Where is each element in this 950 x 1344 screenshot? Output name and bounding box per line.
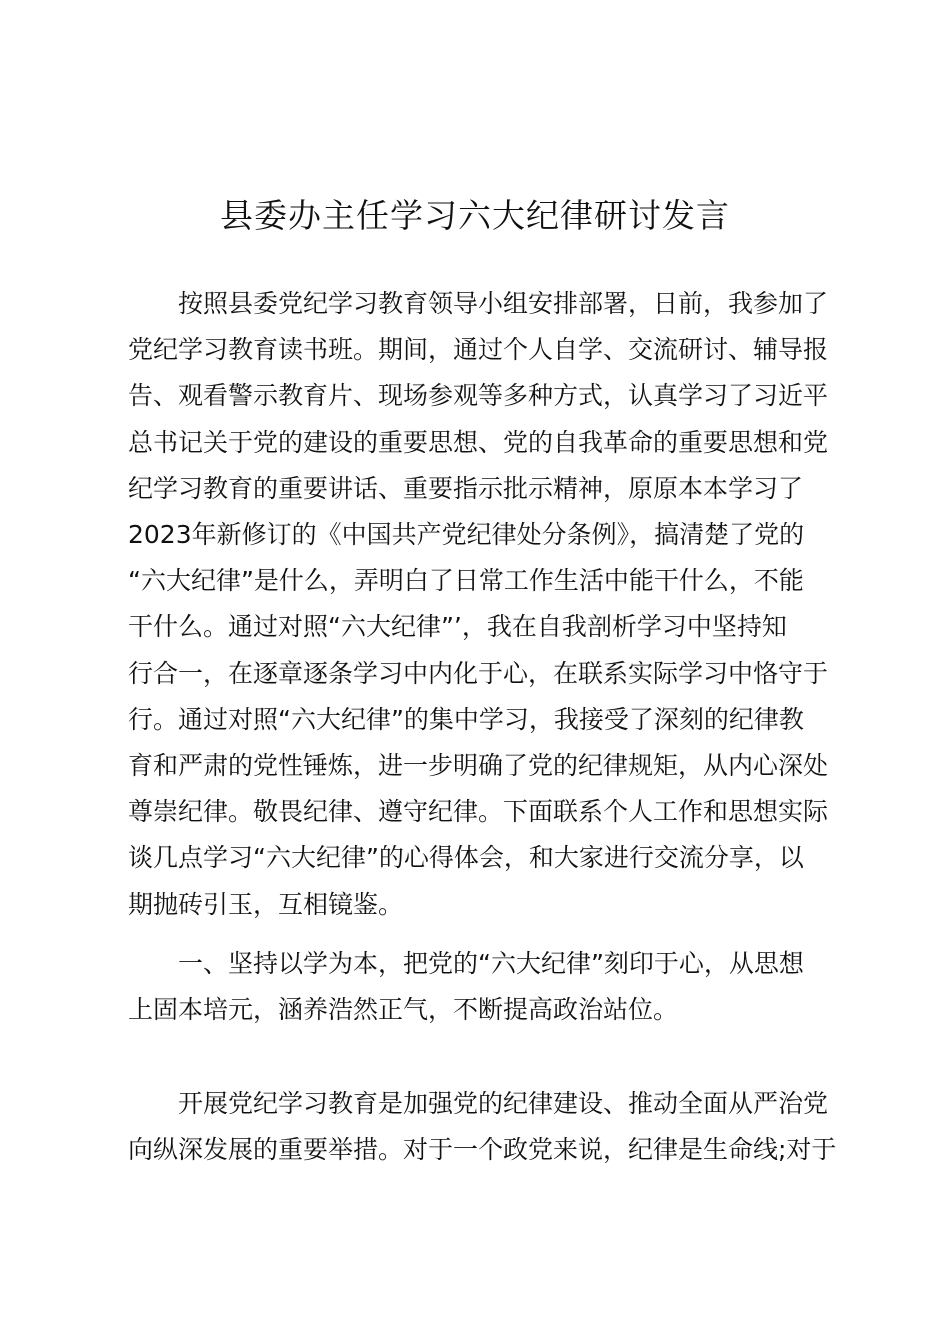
section-heading-one	[128, 941, 850, 1033]
text-line: 2023年新修订的《中国共产党纪律处分条例》，搞清楚了党的	[128, 520, 805, 550]
text-line: 党纪学习教育读书班。期间，通过个人自学、交流研讨、辅导报	[128, 335, 829, 365]
text-line: 总书记关于党的建设的重要思想、党的自我革命的重要思想和党	[128, 427, 829, 457]
text-line: 行。通过对照“六大纪律”的集中学习，我接受了深刻的纪律教	[128, 704, 804, 734]
text-line: 上固本培元，涵养浩然正气，不断提高政治站位。	[128, 995, 679, 1025]
paragraph-section-one	[128, 1081, 850, 1173]
text-line: 一、坚持以学为本，把党的“六大纪律”刻印于心，从思想	[178, 949, 804, 978]
text-line: 按照县委党纪学习教育领导小组安排部署，日前，我参加了	[178, 289, 829, 318]
text-line: 向纵深发展的重要举措。对于一个政党来说，纪律是生命线;对于	[128, 1135, 837, 1165]
paragraph-section-one-text	[128, 1081, 850, 1173]
section-heading-text	[128, 941, 850, 1033]
document-title: 县委办主任学习六大纪律研讨发言	[220, 196, 730, 235]
text-line: 行合一，在逐章逐条学习中内化于心，在联系实际学习中恪守于	[128, 658, 829, 688]
text-line: 开展党纪学习教育是加强党的纪律建设、推动全面从严治党	[178, 1089, 829, 1118]
text-line: 纪学习教育的重要讲话、重要指示批示精神，原原本本学习了	[128, 473, 804, 503]
text-line: 谈几点学习“六大纪律”的心得体会，和大家进行交流分享，以	[128, 843, 804, 873]
paragraph-intro-text	[128, 281, 850, 928]
paragraph-intro	[128, 281, 850, 928]
text-line: 期抛砖引玉，互相镜鉴。	[128, 889, 404, 919]
text-line: 告、观看警示教育片、现场参观等多种方式，认真学习了习近平	[128, 381, 829, 411]
text-line: 育和严肃的党性锤炼，进一步明确了党的纪律规矩，从内心深处	[128, 751, 829, 781]
text-line: 尊崇纪律。敬畏纪律、遵守纪律。下面联系个人工作和思想实际	[128, 797, 829, 827]
text-line: 干什么。通过对照“六大纪律”’，我在自我剖析学习中坚持知	[128, 612, 787, 642]
text-line: “六大纪律”是什么，弄明白了日常工作生活中能干什么，不能	[128, 566, 804, 596]
